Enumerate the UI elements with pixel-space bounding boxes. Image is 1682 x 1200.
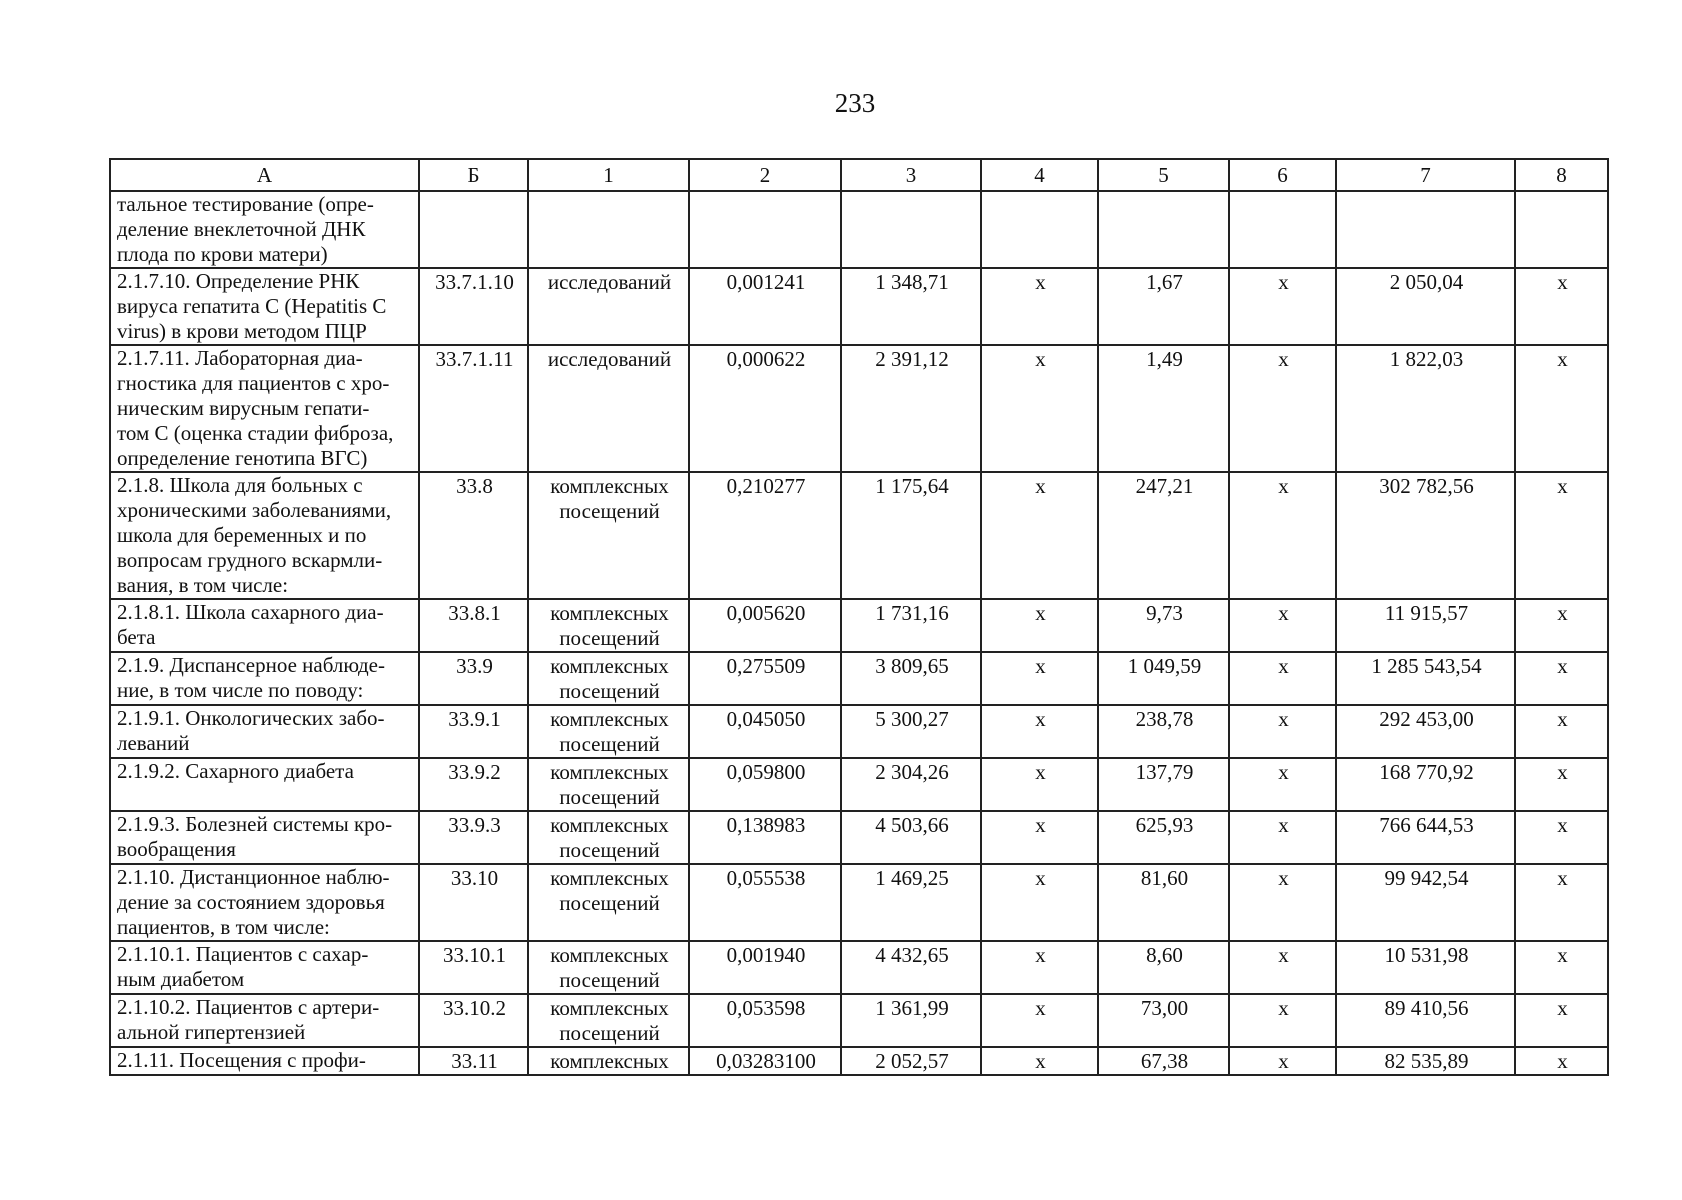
row-col8-cell: х: [1515, 941, 1608, 994]
column-header-5: 5: [1098, 159, 1229, 191]
row-col6-cell: х: [1229, 941, 1336, 994]
row-col7-cell: 82 535,89: [1336, 1047, 1515, 1075]
row-code-cell: 33.11: [419, 1047, 528, 1075]
row-name-cell: 2.1.7.10. Определение РНК вируса гепатита С (Hepatitis C virus) в крови методом ПЦР: [110, 268, 419, 345]
row-col4-cell: х: [981, 472, 1098, 599]
row-name-cell: 2.1.10.1. Пациентов с сахар- ным диабетом: [110, 941, 419, 994]
row-col5-cell: 73,00: [1098, 994, 1229, 1047]
row-unit-cell: комплексных посещений: [528, 758, 689, 811]
row-code-cell: 33.9.1: [419, 705, 528, 758]
row-col5-cell: 1 049,59: [1098, 652, 1229, 705]
row-col5-cell: 81,60: [1098, 864, 1229, 941]
row-unit-cell: комплексных: [528, 1047, 689, 1075]
row-code-cell: 33.7.1.10: [419, 268, 528, 345]
row-col4-cell: х: [981, 994, 1098, 1047]
row-code-cell: 33.9.3: [419, 811, 528, 864]
row-col6-cell: х: [1229, 758, 1336, 811]
row-col2-cell: 0,001241: [689, 268, 841, 345]
row-col7-cell: 11 915,57: [1336, 599, 1515, 652]
table-row: [110, 599, 1608, 652]
column-header-1: 1: [528, 159, 689, 191]
row-code-cell: 33.10.1: [419, 941, 528, 994]
row-col8-cell: х: [1515, 472, 1608, 599]
row-col4-cell: х: [981, 268, 1098, 345]
row-name-cell: 2.1.9.3. Болезней системы кро- вообращения: [110, 811, 419, 864]
row-name-cell: 2.1.10. Дистанционное наблю- дение за состоянием здоровья пациентов, в том числе:: [110, 864, 419, 941]
row-col5-cell: 67,38: [1098, 1047, 1229, 1075]
row-col5-cell: 1,49: [1098, 345, 1229, 472]
table-body: [110, 191, 1608, 1075]
row-unit-cell: комплексных посещений: [528, 941, 689, 994]
row-code-cell: 33.10.2: [419, 994, 528, 1047]
row-name-cell: 2.1.9.1. Онкологических забо- леваний: [110, 705, 419, 758]
row-col6-cell: х: [1229, 268, 1336, 345]
row-col4-cell: х: [981, 941, 1098, 994]
row-col2-cell: 0,001940: [689, 941, 841, 994]
row-col6-cell: х: [1229, 1047, 1336, 1075]
row-col4-cell: х: [981, 1047, 1098, 1075]
row-col3-cell: 4 503,66: [841, 811, 981, 864]
page-number: 233: [834, 88, 876, 118]
row-col7-cell: 99 942,54: [1336, 864, 1515, 941]
row-col7-cell: 10 531,98: [1336, 941, 1515, 994]
row-code-cell: [419, 191, 528, 268]
row-col2-cell: 0,210277: [689, 472, 841, 599]
row-unit-cell: комплексных посещений: [528, 864, 689, 941]
row-col4-cell: х: [981, 811, 1098, 864]
row-code-cell: 33.10: [419, 864, 528, 941]
row-code-cell: 33.9.2: [419, 758, 528, 811]
row-col2-cell: [689, 191, 841, 268]
row-name-cell: 2.1.7.11. Лабораторная диа- гностика для пациентов с хро- ническим вирусным гепати- том С (оценка стадии фиброза, определение генотипа ВГС): [110, 345, 419, 472]
row-name-cell: 2.1.11. Посещения с профи-: [110, 1047, 419, 1075]
row-col3-cell: 2 391,12: [841, 345, 981, 472]
row-col8-cell: х: [1515, 345, 1608, 472]
header-row: [110, 159, 1608, 191]
row-col2-cell: 0,005620: [689, 599, 841, 652]
data-table: [109, 158, 1609, 1076]
row-col8-cell: х: [1515, 994, 1608, 1047]
row-col5-cell: 9,73: [1098, 599, 1229, 652]
row-name-cell: 2.1.9.2. Сахарного диабета: [110, 758, 419, 811]
column-header-b: Б: [419, 159, 528, 191]
row-unit-cell: комплексных посещений: [528, 811, 689, 864]
row-col6-cell: х: [1229, 599, 1336, 652]
row-col6-cell: х: [1229, 811, 1336, 864]
row-unit-cell: исследований: [528, 268, 689, 345]
row-col2-cell: 0,055538: [689, 864, 841, 941]
row-col3-cell: 4 432,65: [841, 941, 981, 994]
table-row: [110, 994, 1608, 1047]
row-col6-cell: х: [1229, 345, 1336, 472]
row-col3-cell: 2 304,26: [841, 758, 981, 811]
row-col6-cell: [1229, 191, 1336, 268]
row-col3-cell: 1 175,64: [841, 472, 981, 599]
row-col8-cell: х: [1515, 705, 1608, 758]
row-col3-cell: 3 809,65: [841, 652, 981, 705]
row-col7-cell: 302 782,56: [1336, 472, 1515, 599]
row-col3-cell: 5 300,27: [841, 705, 981, 758]
row-col7-cell: 2 050,04: [1336, 268, 1515, 345]
table-row: [110, 345, 1608, 472]
row-col3-cell: 1 731,16: [841, 599, 981, 652]
row-col8-cell: х: [1515, 268, 1608, 345]
row-col8-cell: х: [1515, 599, 1608, 652]
table-row: [110, 811, 1608, 864]
row-col3-cell: 1 361,99: [841, 994, 981, 1047]
row-col5-cell: [1098, 191, 1229, 268]
table-row: [110, 1047, 1608, 1075]
row-code-cell: 33.8: [419, 472, 528, 599]
row-name-cell: 2.1.8.1. Школа сахарного диа- бета: [110, 599, 419, 652]
table-row: [110, 191, 1608, 268]
row-col4-cell: х: [981, 758, 1098, 811]
row-unit-cell: комплексных посещений: [528, 705, 689, 758]
row-code-cell: 33.9: [419, 652, 528, 705]
row-col6-cell: х: [1229, 864, 1336, 941]
row-col2-cell: 0,275509: [689, 652, 841, 705]
row-col2-cell: 0,138983: [689, 811, 841, 864]
row-col8-cell: х: [1515, 1047, 1608, 1075]
column-header-2: 2: [689, 159, 841, 191]
row-name-cell: 2.1.8. Школа для больных с хроническими заболеваниями, школа для беременных и по вопросам грудного вскармли- вания, в том числе:: [110, 472, 419, 599]
row-name-cell: 2.1.9. Диспансерное наблюде- ние, в том числе по поводу:: [110, 652, 419, 705]
row-col4-cell: х: [981, 599, 1098, 652]
row-col3-cell: 1 469,25: [841, 864, 981, 941]
row-col4-cell: х: [981, 705, 1098, 758]
row-col6-cell: х: [1229, 994, 1336, 1047]
row-col7-cell: 1 822,03: [1336, 345, 1515, 472]
row-col5-cell: 247,21: [1098, 472, 1229, 599]
row-col3-cell: 1 348,71: [841, 268, 981, 345]
row-col8-cell: [1515, 191, 1608, 268]
table-row: [110, 268, 1608, 345]
row-unit-cell: комплексных посещений: [528, 652, 689, 705]
row-name-cell: тальное тестирование (опре- деление внеклеточной ДНК плода по крови матери): [110, 191, 419, 268]
row-col2-cell: 0,053598: [689, 994, 841, 1047]
row-col3-cell: 2 052,57: [841, 1047, 981, 1075]
row-col2-cell: 0,03283100: [689, 1047, 841, 1075]
row-col8-cell: х: [1515, 811, 1608, 864]
row-name-cell: 2.1.10.2. Пациентов с артери- альной гипертензией: [110, 994, 419, 1047]
table-row: [110, 758, 1608, 811]
column-header-4: 4: [981, 159, 1098, 191]
row-col8-cell: х: [1515, 652, 1608, 705]
row-col7-cell: 766 644,53: [1336, 811, 1515, 864]
row-unit-cell: комплексных посещений: [528, 994, 689, 1047]
row-col7-cell: 89 410,56: [1336, 994, 1515, 1047]
row-col5-cell: 238,78: [1098, 705, 1229, 758]
column-header-8: 8: [1515, 159, 1608, 191]
column-header-7: 7: [1336, 159, 1515, 191]
row-unit-cell: комплексных посещений: [528, 599, 689, 652]
row-col4-cell: х: [981, 652, 1098, 705]
row-col5-cell: 137,79: [1098, 758, 1229, 811]
row-col6-cell: х: [1229, 472, 1336, 599]
row-col2-cell: 0,045050: [689, 705, 841, 758]
row-col6-cell: х: [1229, 652, 1336, 705]
row-col5-cell: 8,60: [1098, 941, 1229, 994]
row-col8-cell: х: [1515, 758, 1608, 811]
table-row: [110, 472, 1608, 599]
table-row: [110, 864, 1608, 941]
row-col3-cell: [841, 191, 981, 268]
row-code-cell: 33.8.1: [419, 599, 528, 652]
row-col7-cell: [1336, 191, 1515, 268]
table-row: [110, 941, 1608, 994]
row-col4-cell: х: [981, 345, 1098, 472]
column-header-3: 3: [841, 159, 981, 191]
table-row: [110, 652, 1608, 705]
row-col5-cell: 1,67: [1098, 268, 1229, 345]
row-col2-cell: 0,059800: [689, 758, 841, 811]
row-col7-cell: 292 453,00: [1336, 705, 1515, 758]
row-col5-cell: 625,93: [1098, 811, 1229, 864]
row-col8-cell: х: [1515, 864, 1608, 941]
row-col4-cell: [981, 191, 1098, 268]
row-col2-cell: 0,000622: [689, 345, 841, 472]
column-header-a: А: [110, 159, 419, 191]
row-col7-cell: 1 285 543,54: [1336, 652, 1515, 705]
row-col7-cell: 168 770,92: [1336, 758, 1515, 811]
row-code-cell: 33.7.1.11: [419, 345, 528, 472]
table-row: [110, 705, 1608, 758]
column-header-6: 6: [1229, 159, 1336, 191]
row-col6-cell: х: [1229, 705, 1336, 758]
row-unit-cell: исследований: [528, 345, 689, 472]
row-col4-cell: х: [981, 864, 1098, 941]
row-unit-cell: комплексных посещений: [528, 472, 689, 599]
row-unit-cell: [528, 191, 689, 268]
